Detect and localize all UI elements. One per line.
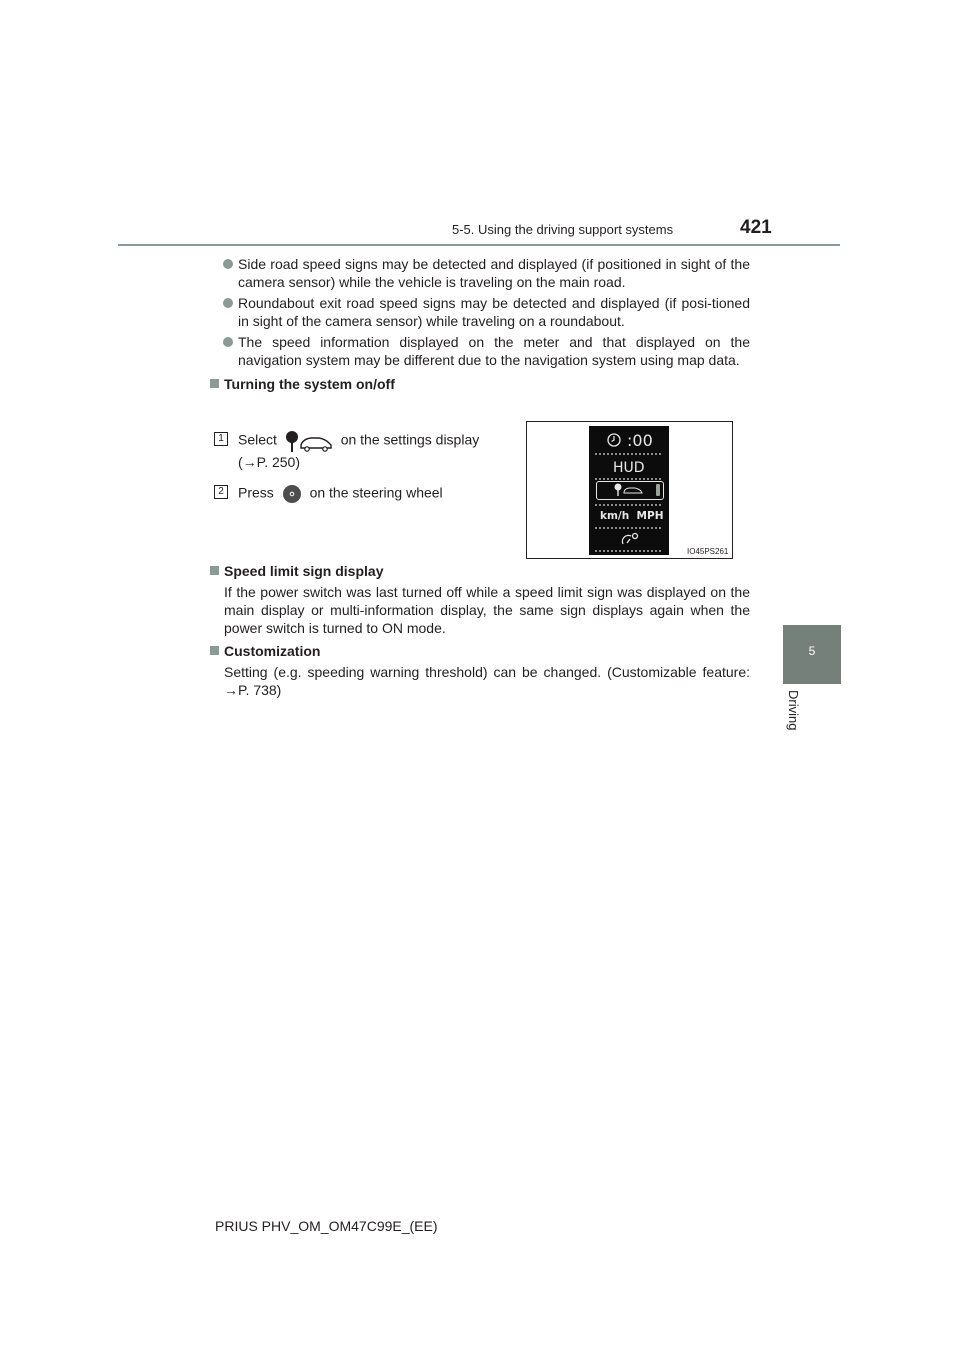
section-body-limit: If the power switch was last turned off while a speed limit sign was displayed on the main display or multi-information display, the same sign displays again when the power switch is turned to ON mode. [224,584,750,636]
header-rule [118,244,840,246]
step-text [238,430,479,452]
figure-code: IO45PS261 [687,547,729,556]
section-heading-custom [210,642,750,660]
step-page-ref[interactable]: (→P. 250) [238,454,300,470]
step-number-box: 2 [214,485,228,499]
chapter-label [786,690,804,750]
menu-divider [595,527,663,529]
bullet-item [210,294,750,330]
square-bullet-icon [210,379,219,388]
clock-icon [607,433,621,452]
bullet-icon [223,259,233,269]
unit-setting-text: km/h MPH [600,510,664,522]
bullet-icon [223,298,233,308]
step-number-box: 1 [214,432,228,446]
section-heading-text: Turning the system on/off [224,376,395,392]
menu-divider [595,550,663,552]
settings-display-screen [589,426,669,555]
step-text-before: Press [238,484,274,501]
step-text-before: Select [238,431,277,448]
road-sign-assist-icon [283,430,335,452]
lower-content [210,562,750,699]
gauge-settings-icon [621,532,639,551]
hud-setting-text: HUD [613,460,645,476]
step-1 [214,430,504,480]
page-number: 421 [740,217,772,238]
menu-divider [595,478,663,480]
settings-display-figure [526,421,733,559]
header-section-title: 5-5. Using the driving support systems [452,222,674,237]
section-body-custom: Setting (e.g. speeding warning threshold) can be changed. (Customizable feature: →P. 738) [224,664,750,698]
chapter-number: 5 [808,644,816,658]
step-text-after: on the settings display [340,431,480,448]
main-content [210,255,750,393]
section-heading-text: Customization [224,643,321,659]
menu-divider [595,504,663,506]
menu-divider [595,453,663,455]
document-code-footer: PRIUS PHV_OM_OM47C99E_(EE) [215,1218,438,1234]
section-heading-text: Speed limit sign display [224,563,384,579]
bullet-text: The speed information displayed on the meter and that displayed on the navigation system may be different due to the navigation system using map data. [238,334,750,368]
bullet-item [210,255,750,291]
step-2 [214,484,504,504]
section-heading-onoff [210,375,750,393]
bullet-text: Side road speed signs may be detected and displayed (if positioned in sight of the camera sensor) while the vehicle is traveling on the main road. [238,256,750,290]
step-text-after: on the steering wheel [309,484,443,501]
toggle-switch[interactable] [656,484,660,496]
chapter-tab [783,625,841,684]
step-text [238,484,443,504]
section-heading-limit [210,562,750,580]
bullet-icon [223,337,233,347]
bullet-item [210,333,750,369]
chapter-label-text: Driving [786,690,801,731]
steering-button-icon [282,484,302,504]
square-bullet-icon [210,566,219,575]
square-bullet-icon [210,646,219,655]
clock-setting-text: :00 [627,431,653,450]
road-sign-assist-icon [613,483,645,501]
bullet-text: Roundabout exit road speed signs may be detected and displayed (if posi-tioned in sight of the camera sensor) while traveling on a roundabout. [238,295,750,329]
